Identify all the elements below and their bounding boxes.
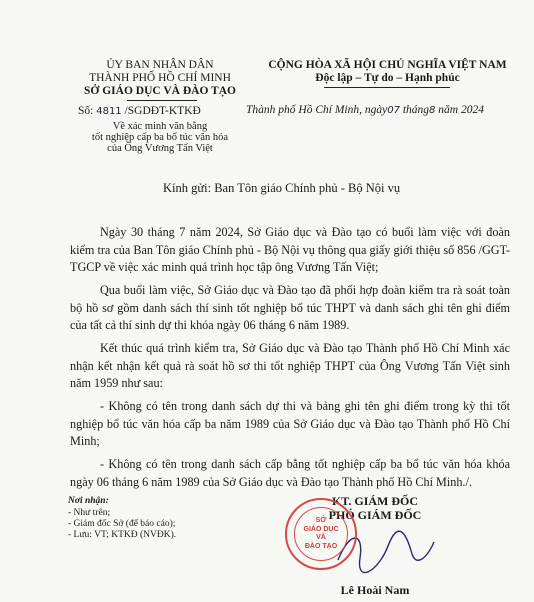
paragraph-1: Ngày 30 tháng 7 năm 2024, Sở Giáo dục và Đào tạo có buổi làm việc với đoàn kiểm tra của Ban Tôn giáo Chính phủ - Bộ Nội vụ thông qua giấy giới thiệu số 856 /GGT-TGCP về việc xác minh quá trình học tập ông Vương Tấn Việt; — [70, 225, 510, 274]
agency-city: THÀNH PHỐ HỒ CHÍ MINH — [89, 72, 231, 84]
recipients-item-3: - Lưu: VT; KTKĐ (NVĐK). — [68, 530, 177, 540]
recipients-item-2: - Giám đốc Sở (để báo cáo); — [68, 519, 176, 529]
subject-line-2: tốt nghiệp cấp ba bổ túc văn hóa — [91, 132, 229, 143]
national-motto: Độc lập – Tự do – Hạnh phúc — [315, 72, 460, 84]
document-number — [78, 105, 201, 117]
number-suffix: /SGDĐT-KTKĐ — [124, 105, 201, 117]
signer-name: Lê Hoài Nam — [340, 583, 410, 597]
stamp-line-1: SỞ — [315, 517, 327, 524]
agency-underline — [127, 100, 197, 101]
stamp-inner-ring — [294, 507, 348, 561]
recipient-line: Kính gửi: Ban Tôn giáo Chính phủ - Bộ Nội vụ — [163, 181, 401, 195]
official-stamp — [285, 498, 357, 570]
paragraph-4: - Không có tên trong danh sách dự thi và bảng ghi tên ghi điểm trong kỳ thi tốt nghiệp bổ túc văn hóa cấp ba năm 1989 của Sở Giáo dục và Đào tạo Thành phố Hồ Chí Minh; — [70, 399, 510, 448]
date-year: năm 2024 — [435, 104, 484, 116]
national-title: CỘNG HÒA XÃ HỘI CHỦ NGHĨA VIỆT NAM — [268, 59, 507, 71]
subject-line-3: của Ông Vương Tấn Việt — [107, 143, 213, 154]
stamp-line-2: GIÁO DỤC — [303, 525, 339, 533]
recipients-item-1: - Như trên; — [68, 508, 111, 518]
signature-title-1: KT. GIÁM ĐỐC — [331, 494, 419, 508]
subject-line-1: Về xác minh văn bằng — [112, 121, 208, 132]
paragraph-2: Qua buổi làm việc, Sở Giáo dục và Đào tạo đã phối hợp đoàn kiểm tra rà soát toàn bộ hồ sơ gồm danh sách thí sinh tốt nghiệp bổ túc THPT và danh sách ghi tên ghi điểm của tất cả thí sinh dự thi khóa ngày 06 tháng 6 năm 1989. — [70, 283, 510, 332]
paragraph-5: - Không có tên trong danh sách cấp bằng tốt nghiệp cấp ba bổ túc văn hóa khóa ngày 06 tháng 6 năm 1989 của Sở Giáo dục và Đào tạo Thành phố Hồ Chí Minh./. — [70, 457, 510, 489]
date-month: 8 — [429, 105, 436, 116]
recipients-title: Nơi nhận: — [68, 496, 109, 506]
signature-title-2: PHÓ GIÁM ĐỐC — [328, 508, 422, 522]
number-prefix: Số: — [78, 105, 94, 117]
stamp-line-3: VÀ — [316, 534, 326, 541]
date-prefix: Thành phố Hồ Chí Minh, ngày — [246, 104, 388, 116]
paragraph-3: Kết thúc quá trình kiểm tra, Sở Giáo dục và Đào tạo Thành phố Hồ Chí Minh xác nhận kết nhận kết quả rà soát hồ sơ thi tốt nghiệp THPT của Ông Vương Tấn Việt sinh năm 1959 như sau: — [70, 341, 510, 390]
issue-date — [246, 104, 484, 116]
date-month-label: tháng — [399, 104, 430, 116]
number-handwritten: 4811 — [96, 106, 122, 117]
date-day: 07 — [387, 105, 400, 116]
stamp-line-4: ĐÀO TẠO — [304, 542, 338, 550]
agency-name: SỞ GIÁO DỤC VÀ ĐÀO TẠO — [84, 85, 236, 97]
agency-parent: ỦY BAN NHÂN DÂN — [106, 59, 214, 71]
motto-underline — [324, 87, 450, 88]
